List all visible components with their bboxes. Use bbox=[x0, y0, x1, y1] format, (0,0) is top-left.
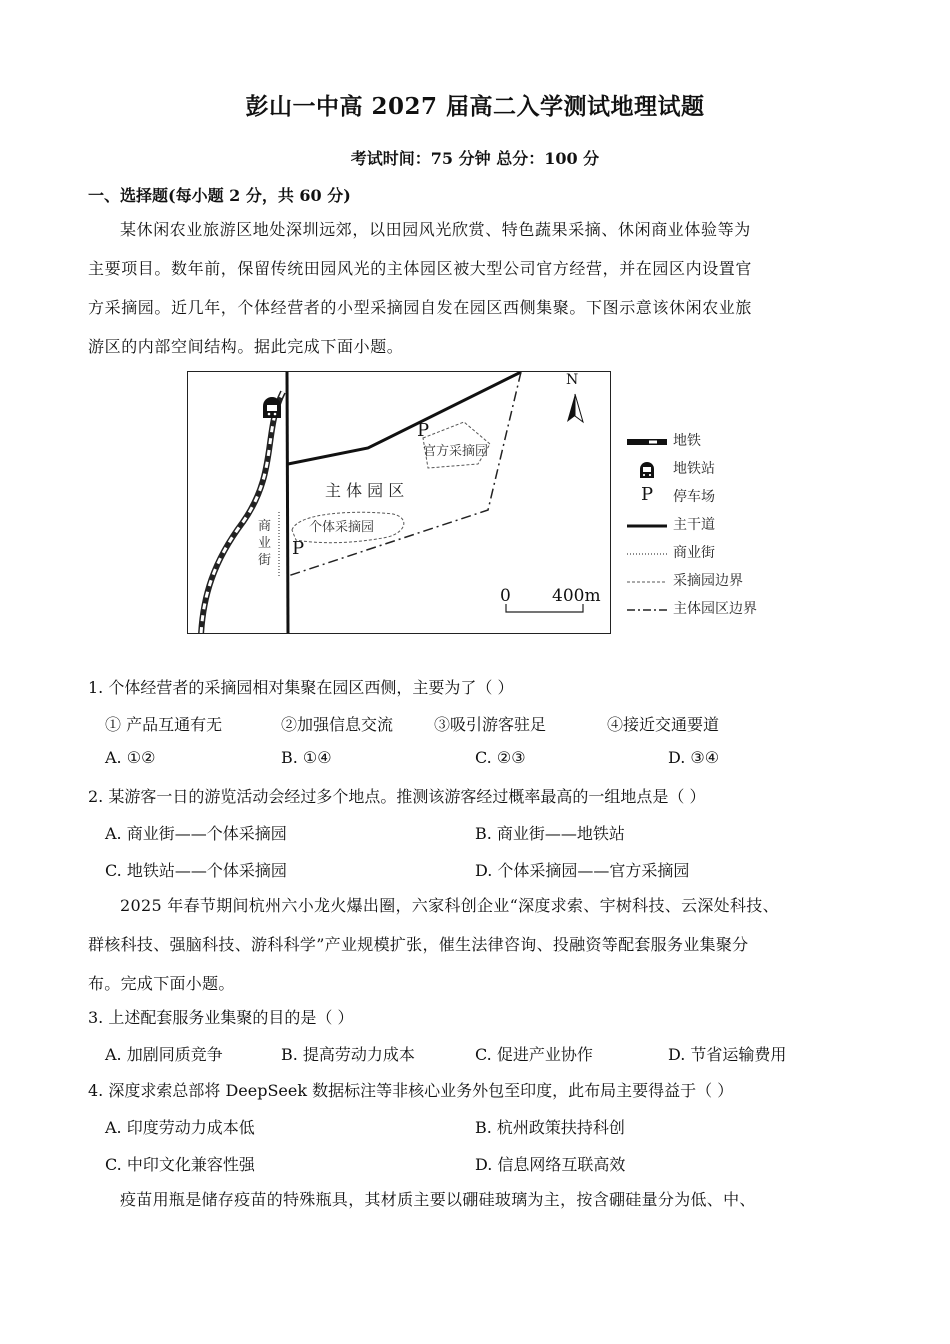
q3-option-b[interactable]: B. 提高劳动力成本 bbox=[281, 1045, 415, 1064]
legend-label: 地铁 bbox=[673, 433, 701, 449]
metro-line-icon bbox=[627, 434, 667, 450]
main-park-label: 主 体 园 区 bbox=[325, 481, 405, 500]
q3-option-c[interactable]: C. 促进产业协作 bbox=[475, 1045, 593, 1064]
official-garden-label: 官方采摘园 bbox=[423, 444, 489, 459]
private-garden-label: 个体采摘园 bbox=[309, 520, 375, 535]
q1-item: ③吸引游客驻足 bbox=[434, 715, 547, 734]
commercial-street-label bbox=[258, 518, 271, 569]
question-2-stem: 2. 某游客一日的游览活动会经过多个地点。推测该游客经过概率最高的一组地点是（ ） bbox=[88, 787, 706, 806]
main-road bbox=[287, 372, 288, 634]
legend-label: 停车场 bbox=[673, 489, 715, 505]
passage-1 bbox=[88, 210, 863, 366]
park-map-drawing bbox=[188, 372, 611, 634]
passage-3 bbox=[88, 1180, 878, 1219]
q2-option-b[interactable]: B. 商业街——地铁站 bbox=[475, 824, 625, 843]
metro-station-icon bbox=[627, 462, 667, 478]
q3-option-a[interactable]: A. 加剧同质竞争 bbox=[105, 1045, 223, 1064]
question-4-stem: 4. 深度求索总部将 DeepSeek 数据标注等非核心业务外包至印度，此布局主要得益于（ ） bbox=[88, 1081, 734, 1100]
legend-label: 主体园区边界 bbox=[673, 601, 757, 617]
main-park-boundary bbox=[288, 372, 521, 576]
passage-1-line: 游区的内部空间结构。据此完成下面小题。 bbox=[88, 337, 404, 356]
parking-label: P bbox=[417, 420, 430, 441]
passage-2-line: 布。完成下面小题。 bbox=[88, 974, 235, 993]
q1-item: ④接近交通要道 bbox=[607, 715, 720, 734]
parking-icon: P bbox=[640, 484, 654, 505]
legend-label: 地铁站 bbox=[673, 461, 715, 477]
passage-2-line: 群核科技、强脑科技、游科科学”产业规模扩张，催生法律咨询、投融资等配套服务业集聚分 bbox=[88, 935, 749, 954]
legend-label: 采摘园边界 bbox=[673, 573, 743, 589]
metro-line-dash bbox=[201, 392, 283, 634]
section-heading: 一、选择题(每小题 2 分，共 60 分) bbox=[88, 186, 351, 205]
exam-title: 彭山一中高 2027 届高二入学测试地理试题 bbox=[245, 93, 705, 120]
passage-1-line: 某休闲农业旅游区地处深圳远郊，以田园风光欣赏、特色蔬果采摘、休闲商业体验等为 bbox=[120, 220, 751, 239]
north-label: N bbox=[566, 372, 579, 388]
passage-1-line: 主要项目。数年前，保留传统田园风光的主体园区被大型公司官方经营，并在园区内设置官 bbox=[88, 259, 753, 278]
q1-option-c[interactable]: C. ②③ bbox=[475, 748, 526, 767]
scale-zero: 0 bbox=[500, 586, 511, 606]
q3-option-d[interactable]: D. 节省运输费用 bbox=[668, 1045, 787, 1064]
parking-label: P bbox=[292, 538, 305, 559]
q2-option-a[interactable]: A. 商业街——个体采摘园 bbox=[105, 824, 287, 843]
metro-station-icon bbox=[263, 397, 281, 418]
park-boundary-icon bbox=[627, 602, 667, 618]
main-road-icon bbox=[627, 518, 667, 534]
passage-3-line: 疫苗用瓶是储存疫苗的特殊瓶具，其材质主要以硼硅玻璃为主，按含硼硅量分为低、中、 bbox=[120, 1190, 756, 1209]
north-arrow-icon bbox=[567, 394, 583, 422]
commercial-street-char: 商 bbox=[258, 519, 272, 534]
passage-2-line: 2025 年春节期间杭州六小龙火爆出圈，六家科创企业“深度求索、宇树科技、云深处科技、 bbox=[120, 896, 779, 915]
scale-end: 400m bbox=[552, 586, 601, 606]
q2-option-d[interactable]: D. 个体采摘园——官方采摘园 bbox=[475, 861, 690, 880]
park-map bbox=[187, 371, 611, 634]
commercial-street-icon bbox=[627, 546, 667, 562]
q1-option-b[interactable]: B. ①④ bbox=[281, 748, 332, 767]
q4-option-b[interactable]: B. 杭州政策扶持科创 bbox=[475, 1118, 625, 1137]
commercial-street-char: 街 bbox=[258, 553, 272, 568]
question-3-stem: 3. 上述配套服务业集聚的目的是（ ） bbox=[88, 1008, 354, 1027]
legend-label: 商业街 bbox=[673, 545, 715, 561]
commercial-street-char: 业 bbox=[258, 536, 272, 551]
legend-label: 主干道 bbox=[673, 517, 715, 533]
q2-option-c[interactable]: C. 地铁站——个体采摘园 bbox=[105, 861, 287, 880]
q4-option-a[interactable]: A. 印度劳动力成本低 bbox=[105, 1118, 255, 1137]
q1-option-d[interactable]: D. ③④ bbox=[668, 748, 720, 767]
q1-item: ① 产品互通有无 bbox=[105, 715, 223, 734]
exam-info: 考试时间：75 分钟 总分：100 分 bbox=[350, 149, 600, 168]
passage-2 bbox=[88, 886, 878, 1003]
q1-item: ②加强信息交流 bbox=[281, 715, 394, 734]
q1-option-a[interactable]: A. ①② bbox=[105, 748, 156, 767]
q4-option-d[interactable]: D. 信息网络互联高效 bbox=[475, 1155, 626, 1174]
garden-boundary-icon bbox=[627, 574, 667, 590]
passage-1-line: 方采摘园。近几年，个体经营者的小型采摘园自发在园区西侧集聚。下图示意该休闲农业旅 bbox=[88, 298, 753, 317]
question-1-stem: 1. 个体经营者的采摘园相对集聚在园区西侧，主要为了（ ） bbox=[88, 678, 514, 697]
q4-option-c[interactable]: C. 中印文化兼容性强 bbox=[105, 1155, 255, 1174]
